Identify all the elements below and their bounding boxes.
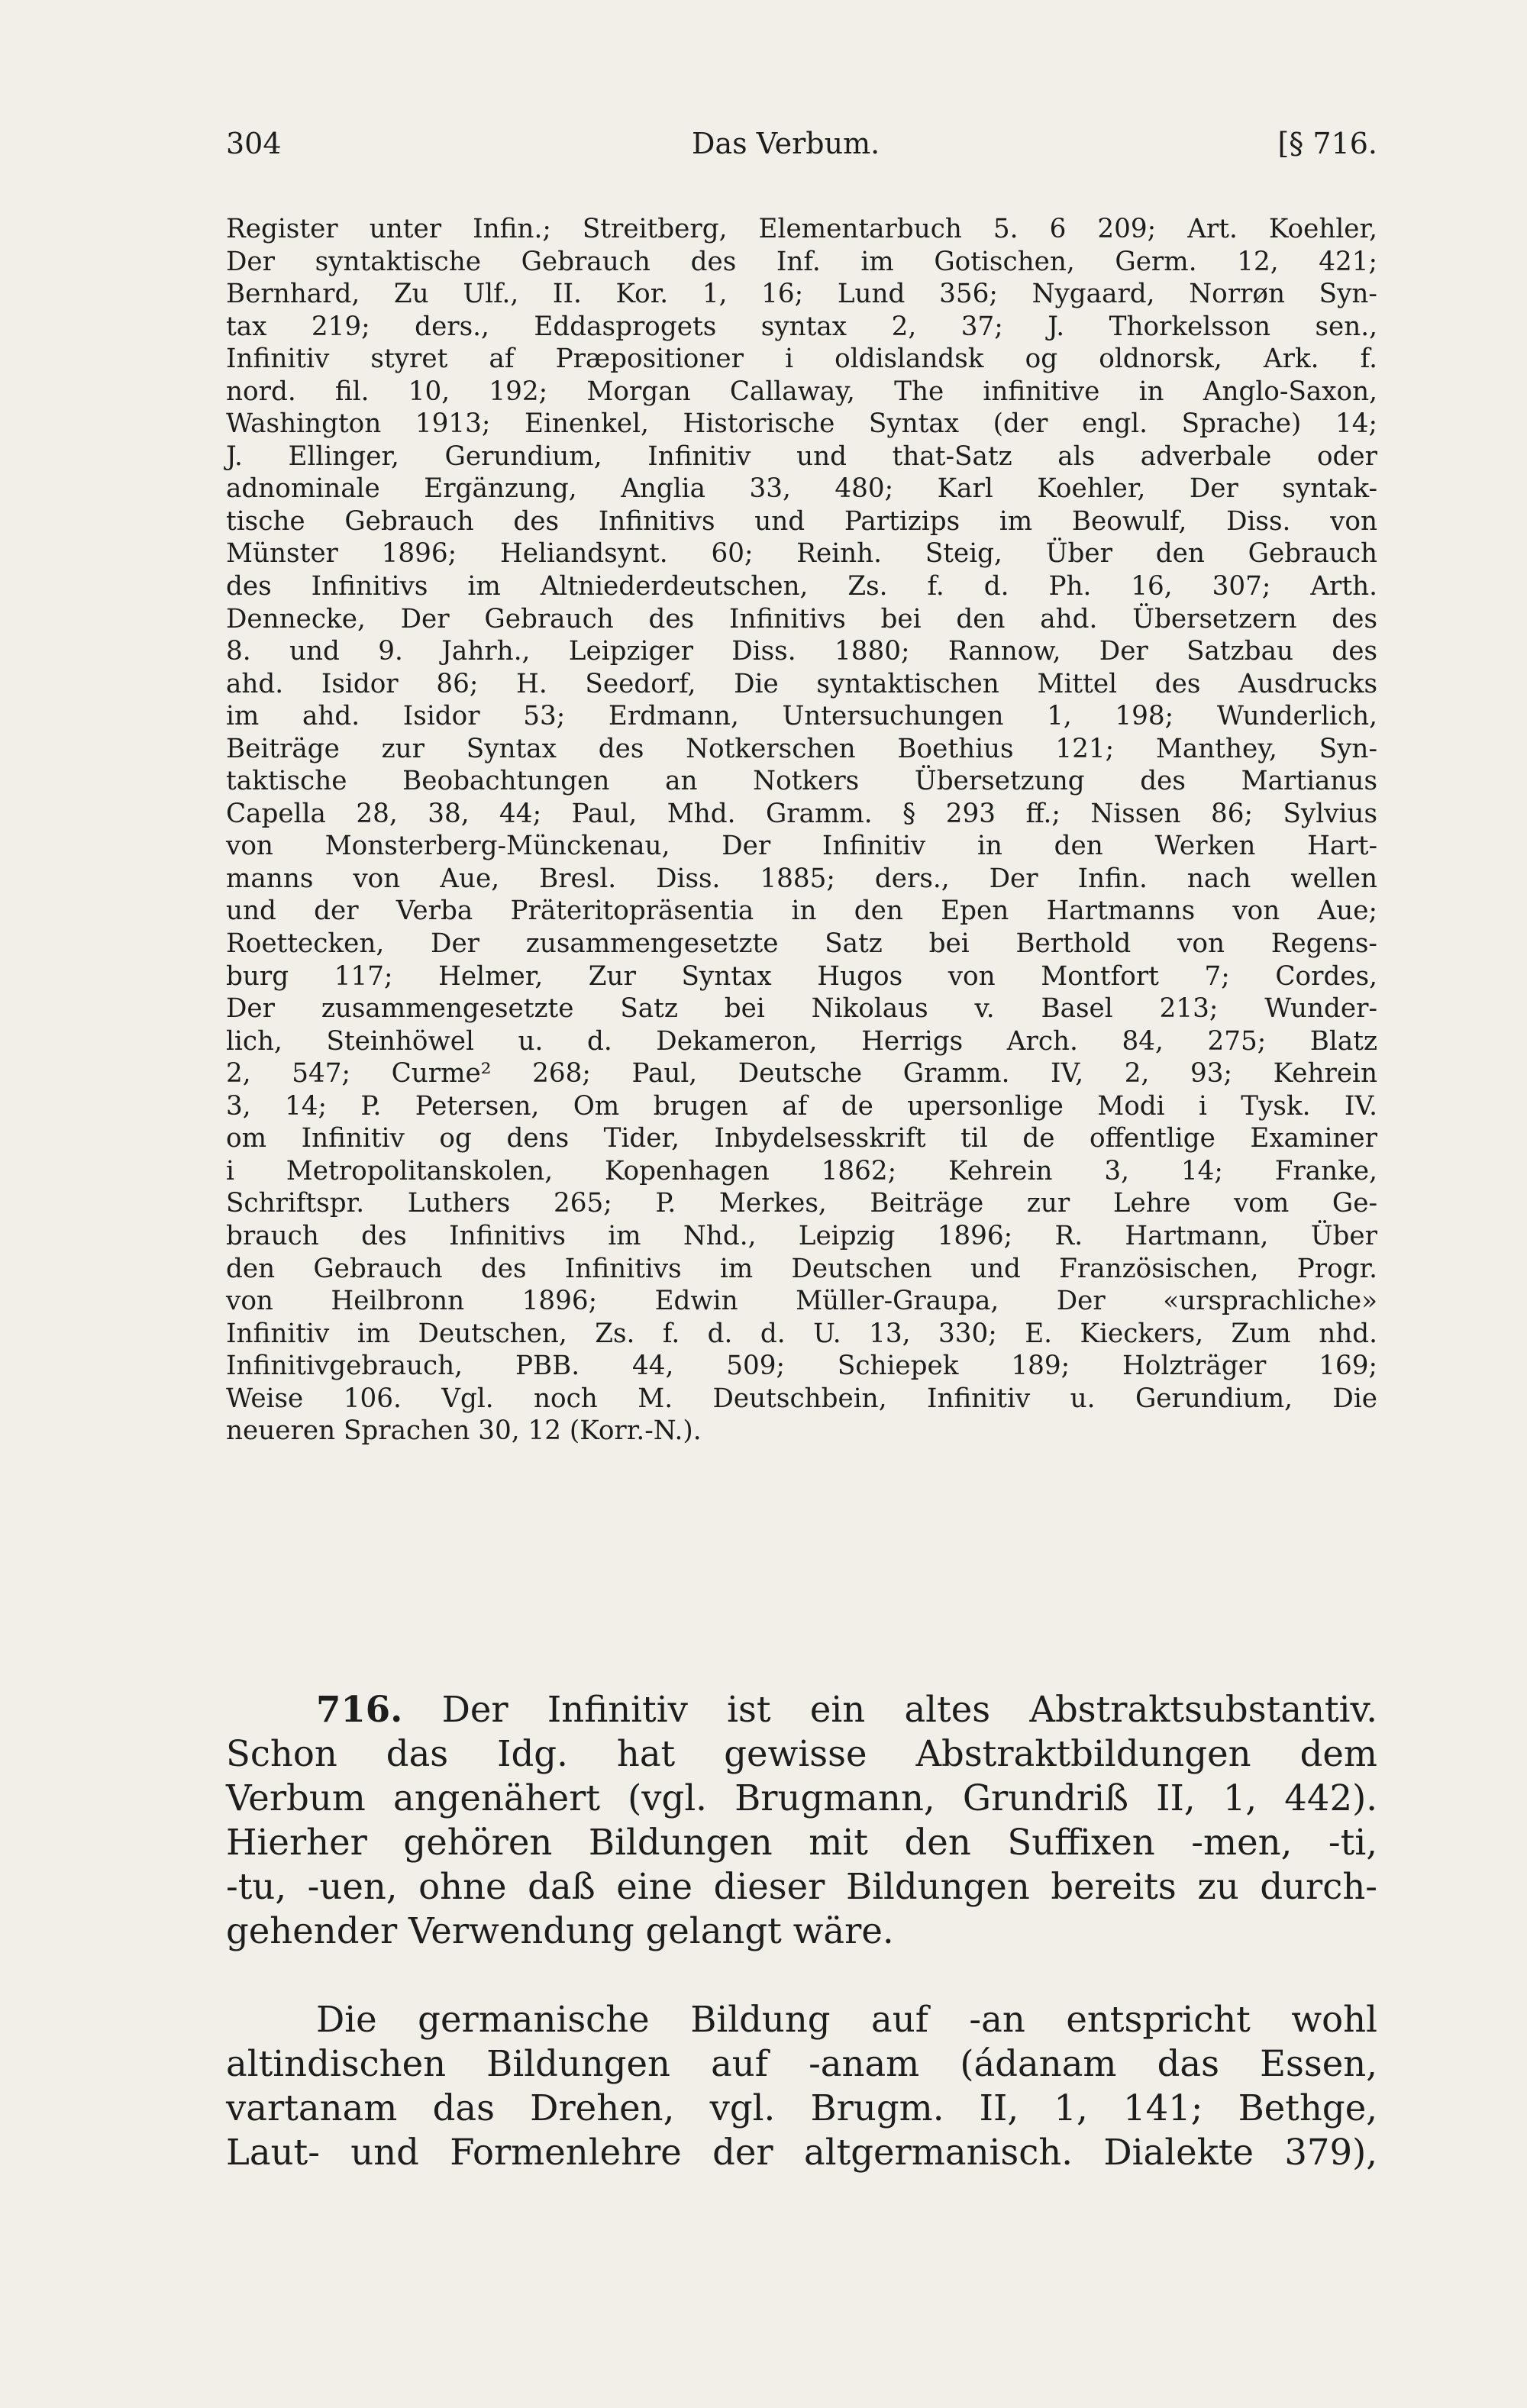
body-line: Schon das Idg. hat gewisse Abstraktbildungen dem bbox=[226, 1733, 1377, 1775]
body-line: gehender Verwendung gelangt wäre. bbox=[226, 1910, 894, 1952]
body-line: -tu, -uen, ohne daß eine dieser Bildungen bereits zu durch- bbox=[226, 1866, 1377, 1908]
bibliography-line: taktische Beobachtungen an Notkers Übersetzung des Martianus bbox=[226, 766, 1377, 797]
bibliography-line: Roettecken, Der zusammengesetzte Satz bei Berthold von Regens- bbox=[226, 928, 1377, 960]
bibliography-line: im ahd. Isidor 53; Erdmann, Untersuchungen 1, 198; Wunderlich, bbox=[226, 701, 1377, 732]
bibliography-line: Schriftspr. Luthers 265; P. Merkes, Beiträge zur Lehre vom Ge- bbox=[226, 1188, 1377, 1219]
bibliography-line: J. Ellinger, Gerundium, Infinitiv und that-Satz als adverbale oder bbox=[226, 441, 1377, 472]
body-line: vartanam das Drehen, vgl. Brugm. II, 1, 141; Bethge, bbox=[226, 2087, 1377, 2129]
body-line: Laut- und Formenlehre der altgermanisch. Dialekte 379), bbox=[226, 2132, 1377, 2174]
body-line: altindischen Bildungen auf -anam (ádanam das Essen, bbox=[226, 2043, 1377, 2085]
bibliography-line: des Infinitivs im Altniederdeutschen, Zs. f. d. Ph. 16, 307; Arth. bbox=[226, 571, 1377, 602]
running-title: Das Verbum. bbox=[692, 127, 880, 160]
bibliography-line: 2, 547; Curme² 268; Paul, Deutsche Gramm. IV, 2, 93; Kehrein bbox=[226, 1058, 1377, 1089]
bibliography-line: tax 219; ders., Eddasprogets syntax 2, 37; J. Thorkelsson sen., bbox=[226, 311, 1377, 342]
bibliography-line: Register unter Infin.; Streitberg, Elementarbuch 5. 6 209; Art. Koehler, bbox=[226, 214, 1377, 244]
bibliography-line: adnominale Ergänzung, Anglia 33, 480; Karl Koehler, Der syntak- bbox=[226, 473, 1377, 505]
running-header bbox=[226, 127, 1377, 173]
bibliography-line: tische Gebrauch des Infinitivs und Partizips im Beowulf, Diss. von bbox=[226, 505, 1377, 537]
bibliography-line: brauch des Infinitivs im Nhd., Leipzig 1896; R. Hartmann, Über bbox=[226, 1220, 1377, 1251]
page-number: 304 bbox=[226, 127, 282, 160]
body-line-text: Der Infinitiv ist ein altes Abstraktsubstantiv. bbox=[441, 1689, 1378, 1730]
body-line: Die germanische Bildung auf -an entspricht wohl bbox=[316, 1999, 1377, 2040]
bibliography-line: Infinitiv styret af Præpositioner i oldislandsk og oldnorsk, Ark. f. bbox=[226, 344, 1377, 375]
bibliography-line: om Infinitiv og dens Tider, Inbydelsesskrift til de offentlige Examiner bbox=[226, 1123, 1377, 1154]
bibliography-line: neueren Sprachen 30, 12 (Korr.-N.). bbox=[226, 1415, 702, 1447]
section-716-paragraph-1 bbox=[226, 1687, 1377, 1954]
bibliography-line: lich, Steinhöwel u. d. Dekameron, Herrigs Arch. 84, 275; Blatz bbox=[226, 1025, 1377, 1057]
bibliography-line: 3, 14; P. Petersen, Om brugen af de upersonlige Modi i Tysk. IV. bbox=[226, 1090, 1377, 1122]
bibliography-line: von Heilbronn 1896; Edwin Müller-Graupa, Der «ursprachliche» bbox=[226, 1286, 1377, 1317]
bibliography-line: Dennecke, Der Gebrauch des Infinitivs bei den ahd. Übersetzern des bbox=[226, 603, 1377, 634]
bibliography-line: von Monsterberg-Münckenau, Der Infinitiv in den Werken Hart- bbox=[226, 831, 1377, 862]
bibliography-line: und der Verba Präteritopräsentia in den Epen Hartmanns von Aue; bbox=[226, 896, 1377, 927]
body-line bbox=[226, 1687, 1377, 1732]
bibliography-line: burg 117; Helmer, Zur Syntax Hugos von Montfort 7; Cordes, bbox=[226, 960, 1377, 992]
bibliography-line: Washington 1913; Einenkel, Historische Syntax (der engl. Sprache) 14; bbox=[226, 408, 1377, 440]
bibliography-line: Der zusammengesetzte Satz bei Nikolaus v. Basel 213; Wunder- bbox=[226, 993, 1377, 1025]
bibliography-line: Infinitiv im Deutschen, Zs. f. d. d. U. 13, 330; E. Kieckers, Zum nhd. bbox=[226, 1318, 1377, 1349]
section-reference: [§ 716. bbox=[1277, 127, 1377, 160]
bibliography-line: manns von Aue, Bresl. Diss. 1885; ders., Der Infin. nach wellen bbox=[226, 863, 1377, 894]
bibliography-line: Bernhard, Zu Ulf., II. Kor. 1, 16; Lund 356; Nygaard, Norrøn Syn- bbox=[226, 279, 1377, 310]
section-716-paragraph-2 bbox=[226, 1997, 1377, 2174]
body-line: Hierher gehören Bildungen mit den Suffixen -men, -ti, bbox=[226, 1822, 1377, 1864]
body-line: Verbum angenähert (vgl. Brugmann, Grundriß II, 1, 442). bbox=[226, 1777, 1377, 1819]
bibliography-line: Weise 106. Vgl. noch M. Deutschbein, Infinitiv u. Gerundium, Die bbox=[226, 1383, 1377, 1414]
bibliography-line: Capella 28, 38, 44; Paul, Mhd. Gramm. § 293 ff.; Nissen 86; Sylvius bbox=[226, 798, 1377, 829]
bibliography-line: i Metropolitanskolen, Kopenhagen 1862; Kehrein 3, 14; Franke, bbox=[226, 1155, 1377, 1186]
bibliography-line: Der syntaktische Gebrauch des Inf. im Gotischen, Germ. 12, 421; bbox=[226, 246, 1377, 277]
bibliography-line: Infinitivgebrauch, PBB. 44, 509; Schiepek 189; Holzträger 169; bbox=[226, 1351, 1377, 1382]
bibliography-line: Münster 1896; Heliandsynt. 60; Reinh. Steig, Über den Gebrauch bbox=[226, 538, 1377, 570]
bibliography-block bbox=[226, 213, 1377, 1448]
bibliography-line: nord. fil. 10, 192; Morgan Callaway, The infinitive in Anglo-Saxon, bbox=[226, 376, 1377, 407]
bibliography-line: Beiträge zur Syntax des Notkerschen Boethius 121; Manthey, Syn- bbox=[226, 733, 1377, 764]
section-number: 716. bbox=[316, 1688, 403, 1730]
bibliography-line: den Gebrauch des Infinitivs im Deutschen und Französischen, Progr. bbox=[226, 1253, 1377, 1284]
bibliography-line: 8. und 9. Jahrh., Leipziger Diss. 1880; Rannow, Der Satzbau des bbox=[226, 636, 1377, 667]
bibliography-line: ahd. Isidor 86; H. Seedorf, Die syntaktischen Mittel des Ausdrucks bbox=[226, 668, 1377, 699]
